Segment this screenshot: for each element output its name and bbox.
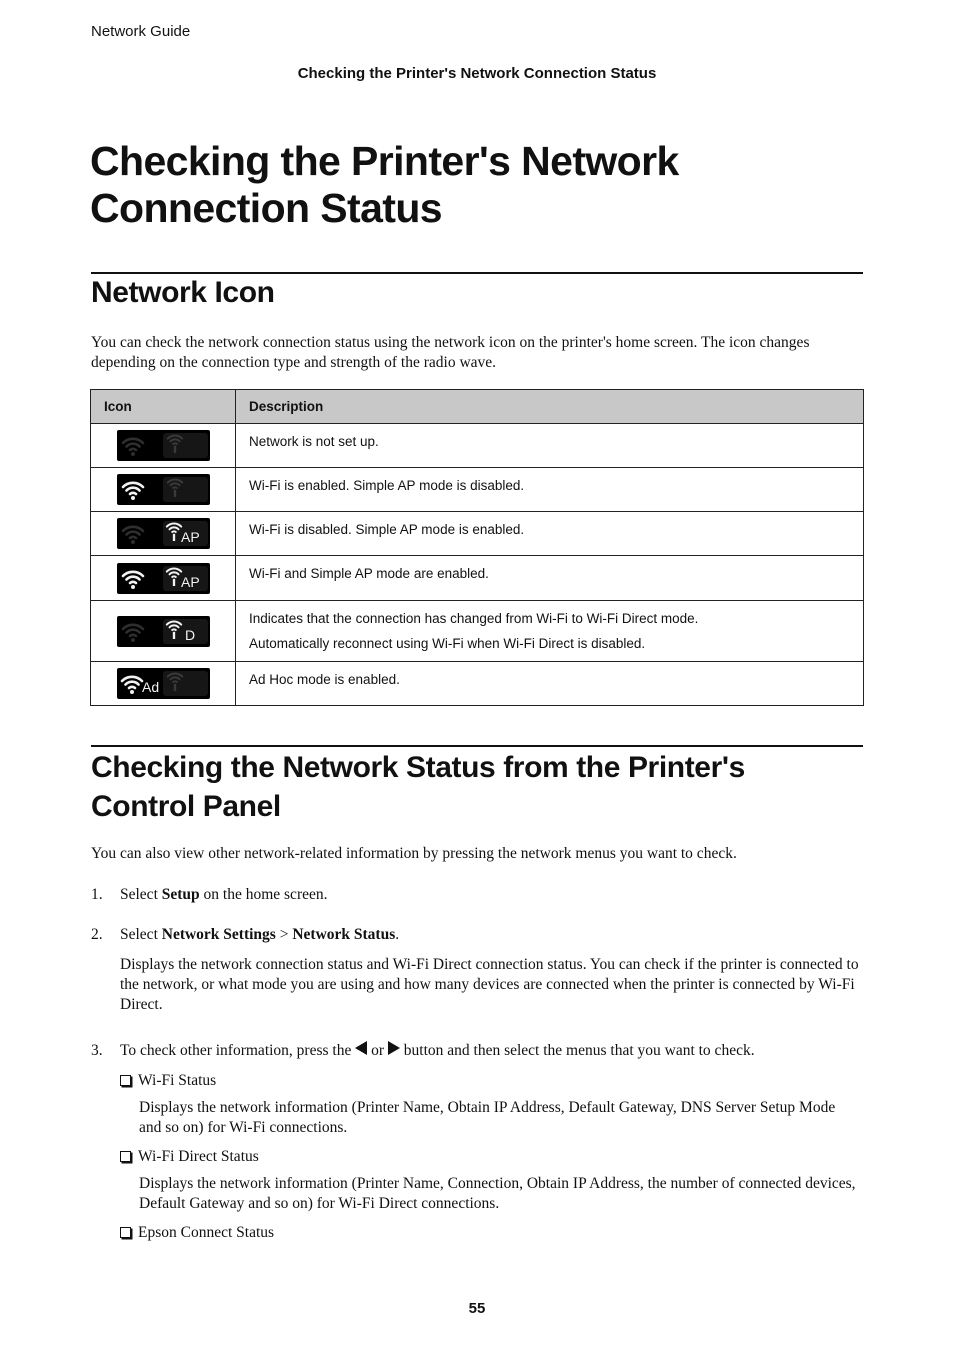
running-header: Checking the Printer's Network Connection Status [297,65,657,82]
row-description-note: Automatically reconnect using Wi-Fi when Wi-Fi Direct is disabled. [249,636,646,651]
table-row [91,424,864,468]
ap-label: AP [180,573,200,590]
guide-title: Network Guide [91,23,191,40]
ad-hoc-mode-icon [117,668,210,699]
menu-desc-wifi-status: Displays the network information (Printer Name, Obtain IP Address, Default Gateway, DNS Server Setup Mode and so on) for Wi-Fi connections. [139,1099,836,1136]
network-settings-label: Network Settings [161,926,276,943]
wifi-and-ap-enabled-icon [117,563,210,594]
table-row [91,601,864,662]
chapter-title: Checking the Printer's Network Connection Status [90,138,679,231]
row-description: Wi-Fi and Simple AP mode are enabled. [236,556,864,601]
table-row [91,556,864,601]
setup-menu-label: Setup [161,886,200,903]
d-label: D [184,626,195,643]
section-heading-network-icon: Network Icon [91,276,275,309]
row-description: Ad Hoc mode is enabled. [236,662,864,706]
right-arrow-icon [388,1041,400,1055]
checkbox-bullet-icon [120,1151,131,1162]
wifi-direct-mode-icon [117,616,210,647]
network-icon-table [90,389,864,706]
section-rule [91,272,863,274]
ap-label: AP [180,529,200,545]
row-description: Wi-Fi is disabled. Simple AP mode is enabled. [236,512,864,556]
row-description: Wi-Fi is enabled. Simple AP mode is disabled. [236,468,864,512]
section-rule [91,745,863,747]
column-header-icon: Icon [91,390,236,424]
checkbox-bullet-icon [120,1227,131,1238]
network-icon-intro: You can check the network connection status using the network icon on the printer's home screen. The icon changes depending on the connection type and strength of the radio wave. [91,334,810,371]
menu-item-wifi-status: Wi-Fi Status [120,1072,216,1090]
menu-item-epson-connect-status: Epson Connect Status [120,1224,274,1242]
row-description: Indicates that the connection has changed from Wi-Fi to Wi-Fi Direct mode. [249,611,699,626]
menu-item-wifi-direct-status: Wi-Fi Direct Status [120,1148,259,1166]
table-row [91,512,864,556]
control-panel-intro: You can also view other network-related information by pressing the network menus you want to check. [91,845,737,862]
menu-desc-wifi-direct-status: Displays the network information (Printer Name, Connection, Obtain IP Address, the number of connected devices, Default Gateway and so on) for Wi-Fi Direct connections. [139,1175,856,1212]
table-row [91,468,864,512]
step-2-detail: Displays the network connection status and Wi-Fi Direct connection status. You can check if the printer is connected to the network, or what mode you are using and how many devices are connected when the printer is connected by Wi-Fi Direct. [120,956,859,1013]
left-arrow-icon [355,1041,367,1055]
table-header-row [91,390,864,424]
column-header-description: Description [236,390,864,424]
checkbox-bullet-icon [120,1075,131,1086]
section-heading-control-panel: Checking the Network Status from the Printer's Control Panel [91,751,745,823]
network-not-set-up-icon [117,430,210,461]
network-status-label: Network Status [292,926,396,943]
wifi-disabled-ap-enabled-icon [117,518,210,549]
ad-label: Ad [141,679,159,695]
row-description: Network is not set up. [236,424,864,468]
table-row [91,662,864,706]
wifi-enabled-ap-disabled-icon [117,474,210,505]
page-number: 55 [468,1300,486,1317]
